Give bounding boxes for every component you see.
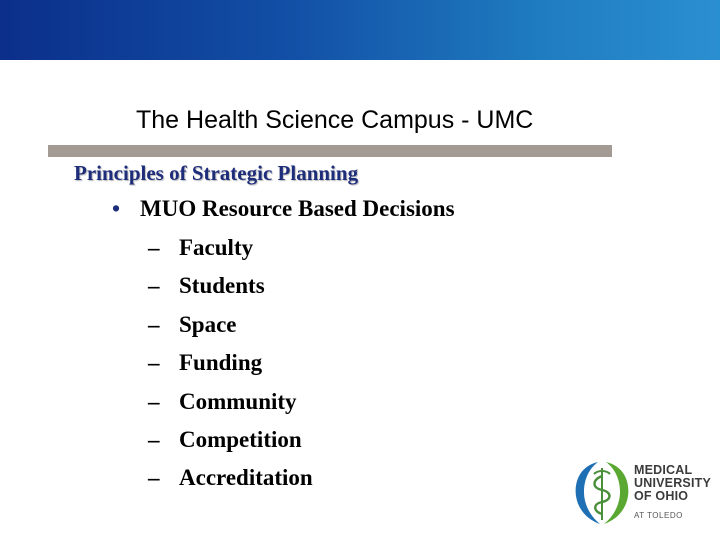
sub-bullet-item (148, 426, 313, 464)
bullet-icon: • (112, 196, 121, 221)
slide-subtitle: Principles of Strategic Planning (74, 161, 359, 185)
sub-bullet-text: Accreditation (179, 465, 313, 491)
sub-bullet-list (148, 234, 313, 503)
sub-bullet-text: Space (179, 311, 237, 337)
dash-icon: – (148, 388, 160, 414)
dash-icon: – (148, 465, 160, 491)
dash-icon: – (148, 273, 160, 299)
sub-bullet-text: Competition (179, 426, 302, 452)
header-band (0, 0, 720, 60)
sub-bullet-text: Funding (179, 350, 263, 376)
sub-bullet-item (148, 311, 313, 349)
slide-title: The Health Science Campus - UMC (136, 106, 534, 134)
sub-bullet-item (148, 349, 313, 387)
dash-icon: – (148, 426, 160, 452)
university-logo (572, 458, 712, 528)
logo-line: OF OHIO (634, 489, 689, 503)
logo-line: UNIVERSITY (634, 476, 712, 490)
logo-subline: AT TOLEDO (634, 511, 683, 520)
dash-icon: – (148, 235, 160, 260)
sub-bullet-item (148, 388, 313, 426)
sub-bullet-text: Community (179, 388, 297, 414)
sub-bullet-item (148, 234, 313, 272)
sub-bullet-item (148, 272, 313, 310)
logo-wordmark (634, 464, 711, 503)
dash-icon: – (148, 350, 160, 376)
main-bullet-text: MUO Resource Based Decisions (140, 196, 455, 221)
caduceus-emblem-icon (572, 458, 632, 526)
main-bullet (112, 196, 455, 222)
sub-bullet-text: Faculty (179, 235, 254, 260)
sub-bullet-text: Students (179, 273, 265, 299)
sub-bullet-item (148, 464, 313, 502)
title-divider (48, 145, 612, 157)
logo-line: MEDICAL (634, 463, 693, 477)
dash-icon: – (148, 311, 160, 337)
